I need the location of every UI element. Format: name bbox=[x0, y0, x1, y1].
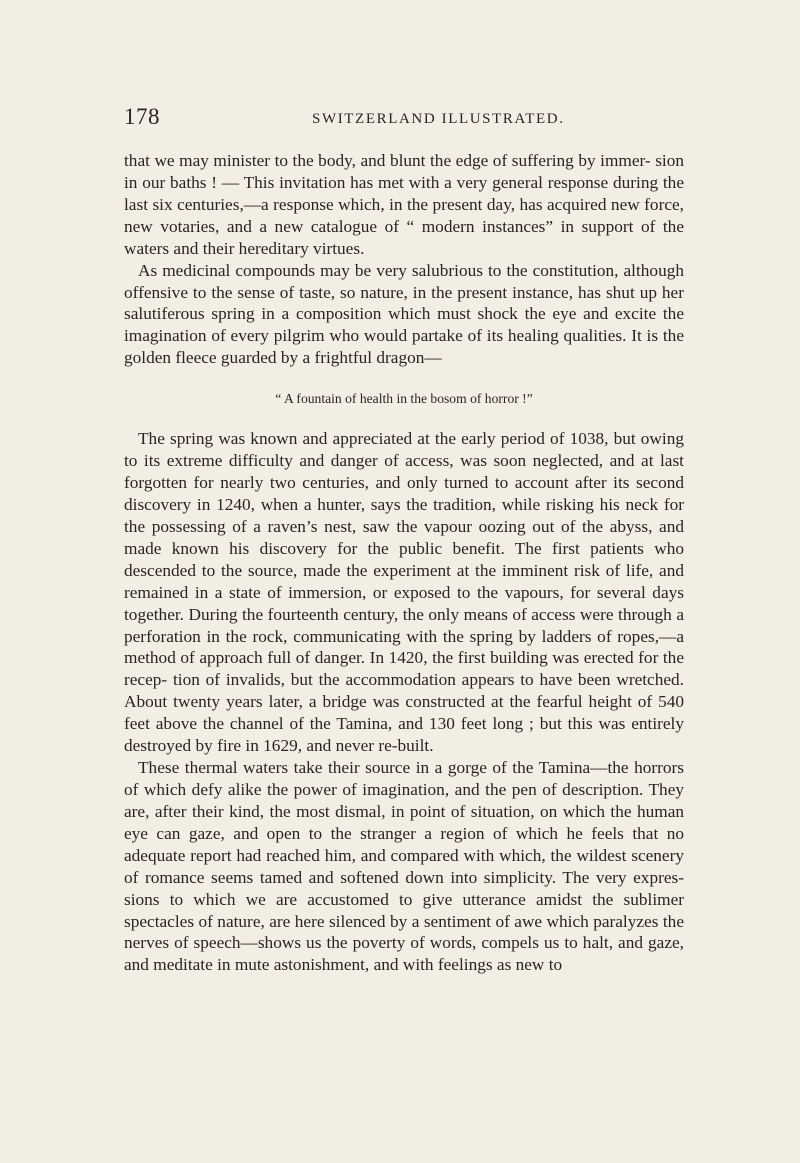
body-text bbox=[124, 150, 684, 976]
paragraph-baths-invitation: that we may minister to the body, and blunt the edge of suffering by immer- sion in our baths ! — This invitation has met with a very general response during the last six centuries,—a response which, in the present day, has acquired new force, new votaries, and a new catalogue of “ modern instances” in support of the waters and their hereditary virtues. bbox=[124, 151, 684, 258]
paragraph-medicinal-compounds: As medicinal compounds may be very salubrious to the constitution, although offensive to the sense of taste, so nature, in the present instance, has shut up her salutiferous spring in a composition which must shock the eye and excite the imagination of every pilgrim who would partake of its healing qualities. It is the golden fleece guarded by a frightful dragon— bbox=[124, 260, 684, 368]
paragraph-spring-history: The spring was known and appreciated at the early period of 1038, but owing to its extreme difficulty and danger of access, was soon neglected, and at last forgotten for nearly two centuries, and only turned to account after its second discovery in 1240, when a hunter, says the tradition, while risking his neck for the possessing of a raven’s nest, saw the vapour oozing out of the abyss, and made known his discovery for the public benefit. The first patients who descended to the source, made the experiment at the imminent risk of life, and remained in a state of immersion, or exposed to the vapours, for several days together. During the fourteenth century, the only means of access were through a perforation in the rock, communicating with the spring by ladders of ropes,—a method of approach full of danger. In 1420, the first building was erected for the recep- tion of invalids, but the accommodation appears to have been wretched. About twenty years later, a bridge was constructed at the fearful height of 540 feet above the channel of the Tamina, and 130 feet long ; but this was entirely destroyed by fire in 1629, and never re-built. bbox=[124, 429, 684, 756]
quotation-fountain: “ A fountain of health in the bosom of horror !” bbox=[275, 391, 533, 407]
running-title: SWITZERLAND ILLUSTRATED. bbox=[312, 111, 565, 127]
page-header bbox=[124, 104, 684, 130]
paragraph-thermal-waters: These thermal waters take their source in a gorge of the Tamina—the horrors of which defy alike the power of imagination, and the pen of description. They are, after their kind, the most dismal, in point of situation, on which the human eye can gaze, and open to the stranger a region of which he feels that no adequate report had reached him, and compared with which, the wildest scenery of romance seems tamed and softened down into simplicity. The very expres- sions to which we are accustomed to give utterance amidst the sublimer spectacles of nature, are here silenced by a sentiment of awe which paralyzes the nerves of speech—shows us the poverty of words, compels us to halt, and gaze, and meditate in mute astonishment, and with feelings as new to bbox=[124, 758, 684, 975]
page-number: 178 bbox=[124, 104, 160, 129]
